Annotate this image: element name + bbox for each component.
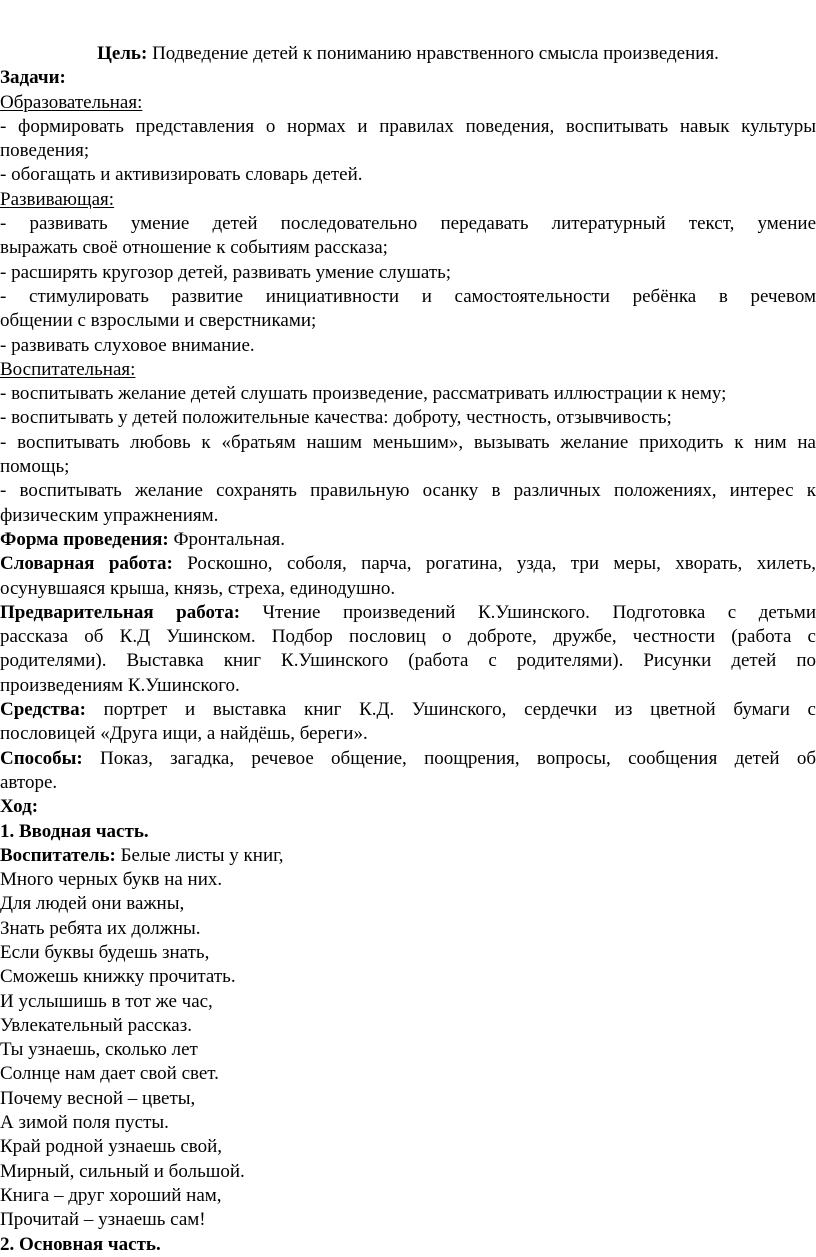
methods-line: авторе. — [0, 771, 58, 793]
vocabulary-line: осунувшаяся крыша, князь, стреха, единодушно. — [0, 577, 396, 599]
tasks-heading: Задачи: — [0, 67, 66, 89]
poem-line: Увлекательный рассказ. — [0, 1014, 192, 1036]
methods-text: Показ, загадка, речевое общение, поощрения, вопросы, сообщения детей об — [82, 747, 816, 769]
poem-line: Почему весной – цветы, — [0, 1087, 196, 1109]
upbringing-line: помощь; — [0, 456, 70, 478]
educational-line: - обогащать и активизировать словарь детей. — [0, 164, 363, 186]
poem-line: Книга – друг хороший нам, — [0, 1184, 222, 1206]
goal-line — [0, 42, 816, 66]
developing-line: выражать своё отношение к событиям рассказа; — [0, 237, 388, 259]
poem-line: Знать ребята их должны. — [0, 917, 201, 939]
vocabulary-line — [0, 552, 816, 576]
preliminary-label: Предварительная работа: — [0, 601, 241, 623]
developing-heading: Развивающая: — [0, 188, 115, 210]
upbringing-line: - воспитывать любовь к «братьям нашим меньшим», вызывать желание приходить к ним на — [0, 431, 816, 453]
document-page — [0, 42, 816, 1257]
educational-line: - формировать представления о нормах и правилах поведения, воспитывать навык культуры — [0, 115, 816, 137]
developing-line: - расширять кругозор детей, развивать умение слушать; — [0, 261, 452, 283]
teacher-label: Воспитатель: — [0, 844, 116, 866]
intro-heading: 1. Вводная часть. — [0, 820, 149, 842]
goal-text: Подведение детей к пониманию нравственного смысла произведения. — [147, 43, 719, 64]
course-heading: Ход: — [0, 796, 39, 818]
form-text: Фронтальная. — [168, 528, 286, 550]
means-text: портрет и выставка книг К.Д. Ушинского, сердечки из цветной бумаги с — [85, 699, 816, 721]
poem-line: Край родной узнаешь свой, — [0, 1136, 223, 1158]
upbringing-line: - воспитывать желание детей слушать произведение, рассматривать иллюстрации к нему; — [0, 383, 727, 405]
form-label: Форма проведения: — [0, 528, 169, 550]
poem-line: Мирный, сильный и большой. — [0, 1160, 245, 1182]
poem-line: И услышишь в тот же час, — [0, 990, 213, 1012]
upbringing-line: - воспитывать желание сохранять правильную осанку в различных положениях, интерес к — [0, 480, 816, 502]
developing-line: - стимулировать развитие инициативности и самостоятельности ребёнка в речевом — [0, 285, 816, 307]
teacher-line — [0, 844, 816, 868]
educational-heading: Образовательная: — [0, 91, 143, 113]
poem-line: Белые листы у книг, — [115, 844, 284, 866]
educational-line: поведения; — [0, 140, 90, 162]
preliminary-line — [0, 601, 816, 625]
upbringing-line: физическим упражнениям. — [0, 504, 219, 526]
means-line — [0, 698, 816, 722]
poem-line: Для людей они важны, — [0, 893, 185, 915]
goal-label: Цель: — [97, 43, 148, 64]
preliminary-line: родителями). Выставка книг К.Ушинского (работа с родителями). Рисунки детей по — [0, 650, 816, 672]
developing-line: - развивать слуховое внимание. — [0, 334, 255, 356]
form-line — [0, 528, 816, 552]
upbringing-heading: Воспитательная: — [0, 358, 136, 380]
main-heading: 2. Основная часть. — [0, 1233, 161, 1255]
poem-line: Если буквы будешь знать, — [0, 941, 210, 963]
methods-label: Способы: — [0, 747, 83, 769]
upbringing-line: - воспитывать у детей положительные качества: доброту, честность, отзывчивость; — [0, 407, 672, 429]
preliminary-line: рассказа об К.Д Ушинском. Подбор пословиц о доброте, дружбе, честности (работа с — [0, 626, 816, 648]
poem-line: Солнце нам дает свой свет. — [0, 1063, 219, 1085]
methods-line — [0, 747, 816, 771]
means-label: Средства: — [0, 699, 86, 721]
poem-line: А зимой поля пусты. — [0, 1112, 169, 1134]
poem-line: Прочитай – узнаешь сам! — [0, 1209, 206, 1231]
preliminary-text: Чтение произведений К.Ушинского. Подготовка с детьми — [240, 601, 816, 623]
poem-line: Много черных букв на них. — [0, 869, 223, 891]
poem-line: Ты узнаешь, сколько лет — [0, 1039, 198, 1061]
developing-line: общении с взрослыми и сверстниками; — [0, 310, 317, 332]
poem-line: Сможешь книжку прочитать. — [0, 966, 236, 988]
preliminary-line: произведениям К.Ушинского. — [0, 674, 240, 696]
means-line: пословицей «Друга ищи, а найдёшь, береги». — [0, 723, 368, 745]
developing-line: - развивать умение детей последовательно передавать литературный текст, умение — [0, 213, 816, 235]
vocabulary-text: Роскошно, соболя, парча, рогатина, узда, три меры, хворать, хилеть, — [172, 553, 816, 575]
vocabulary-label: Словарная работа: — [0, 553, 173, 575]
